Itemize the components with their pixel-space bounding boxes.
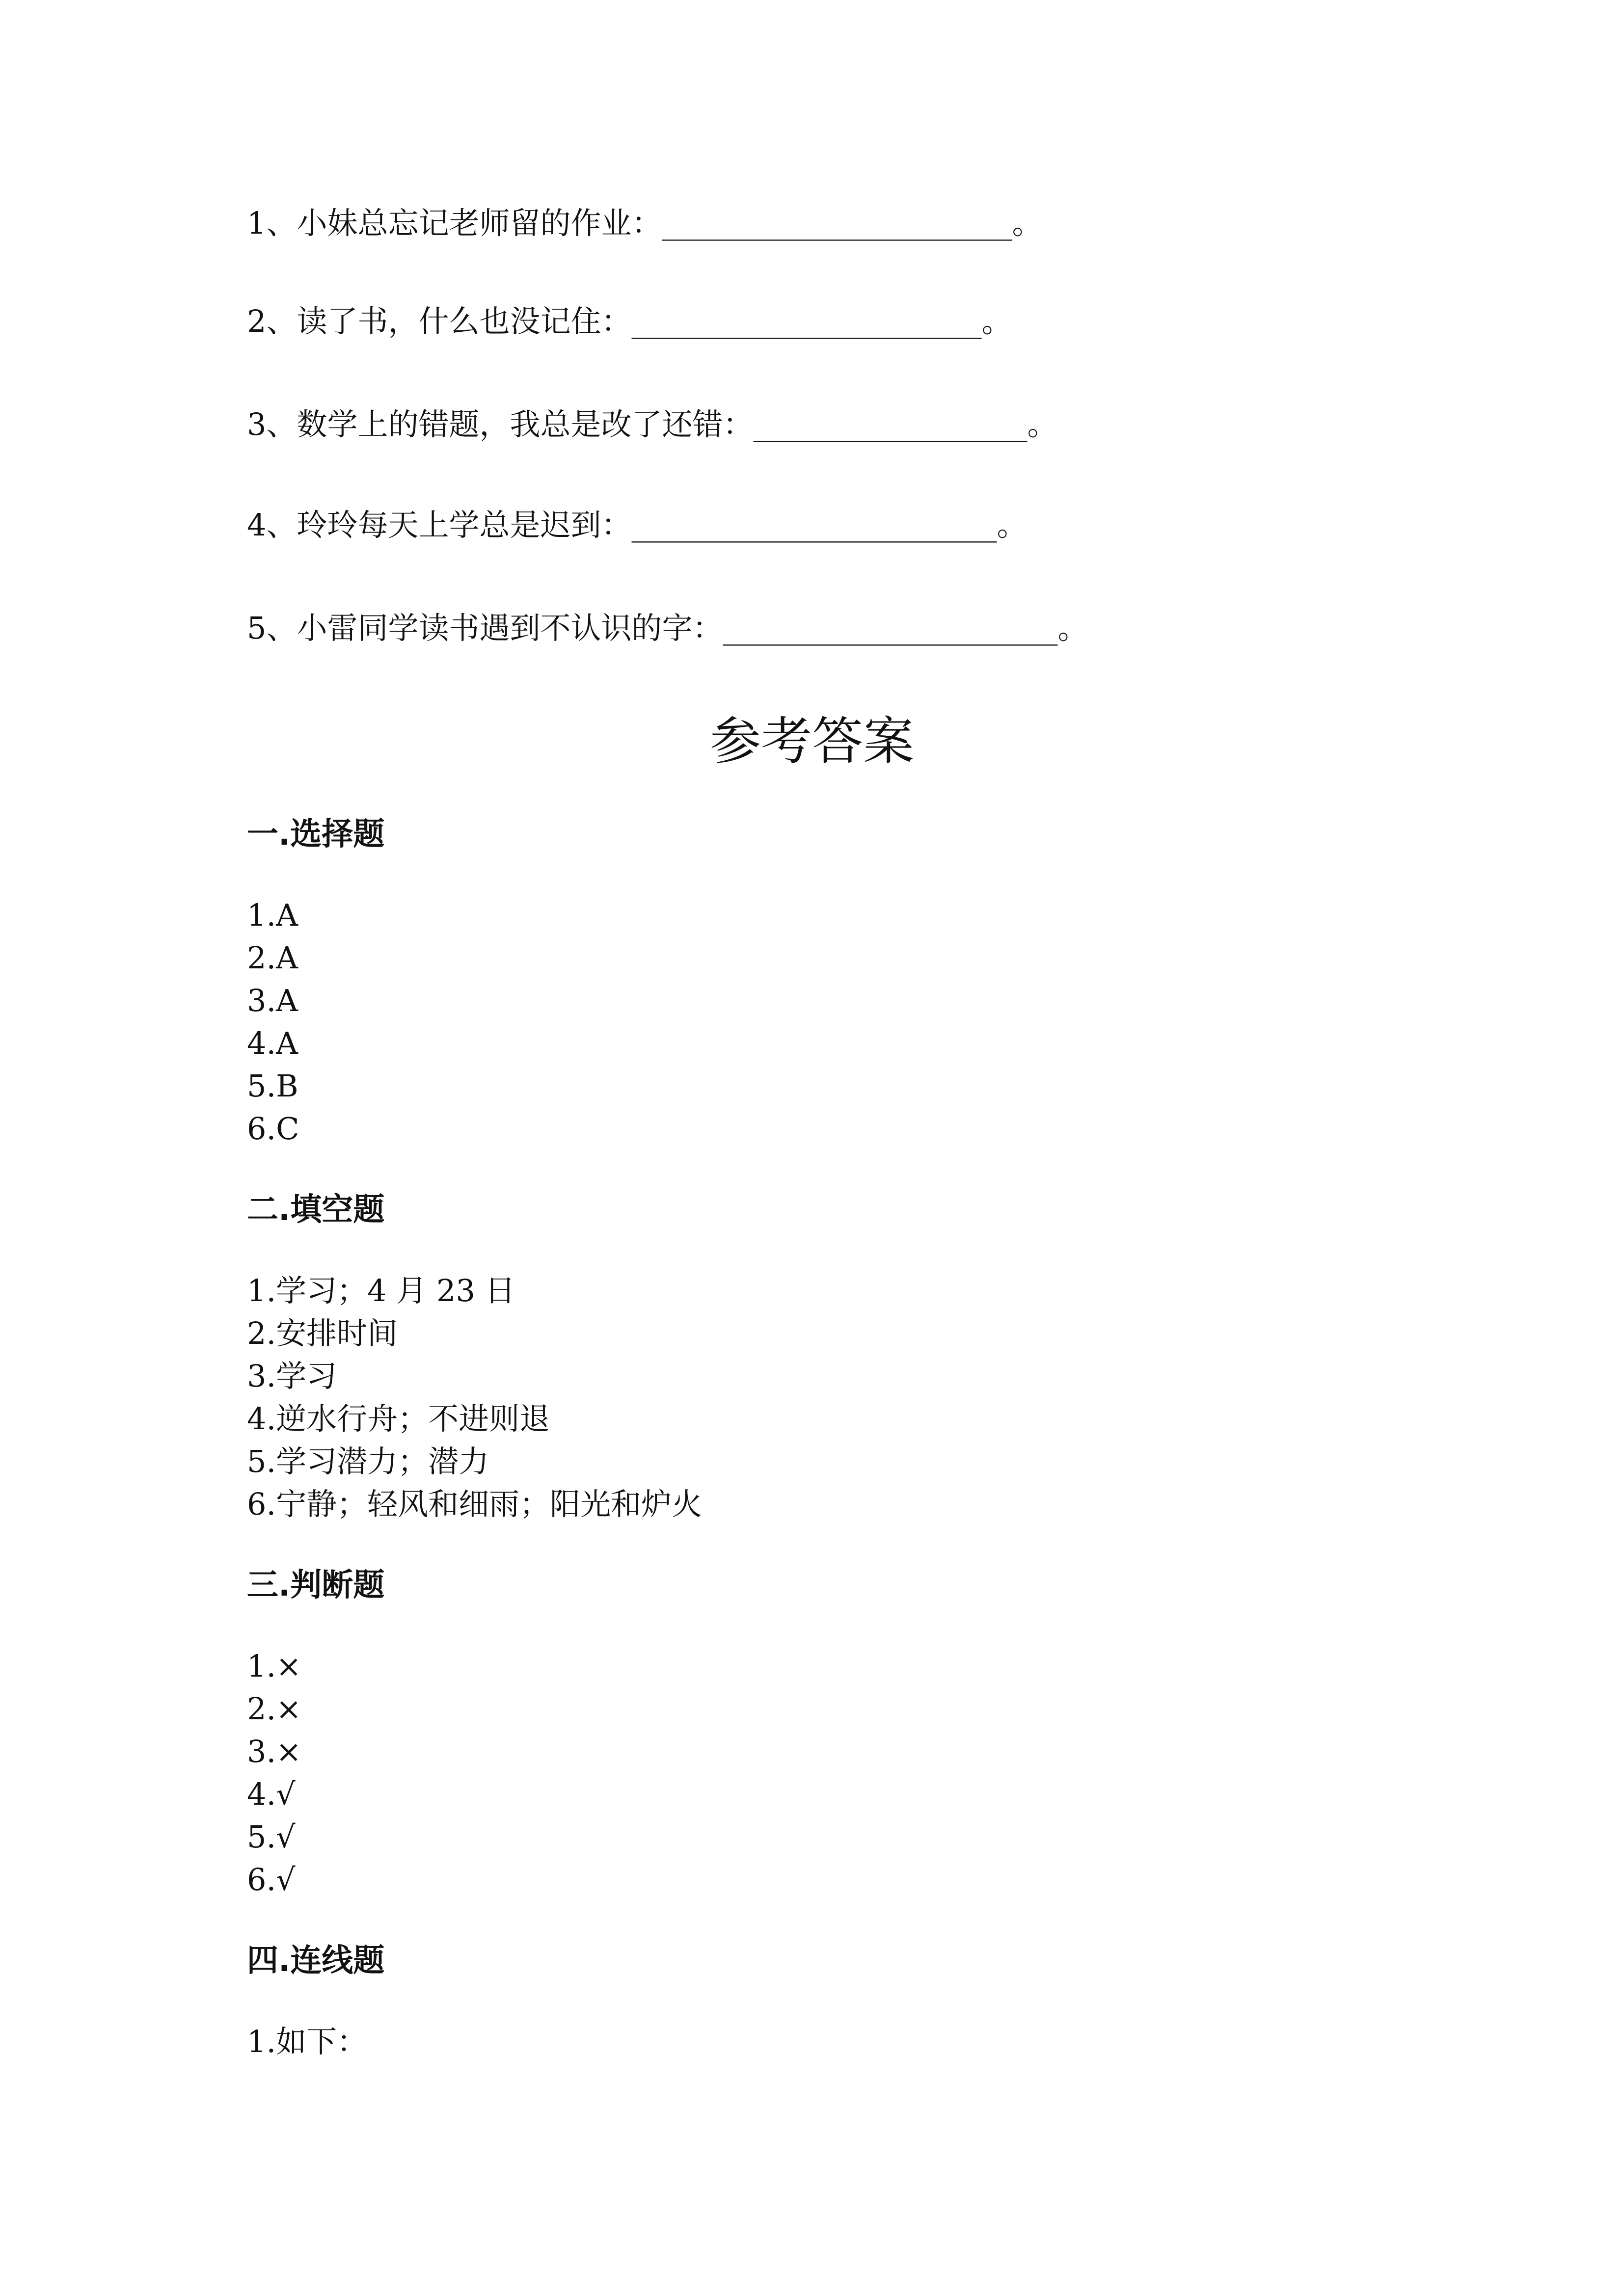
answer-item: 4.逆水行舟；不进则退 — [247, 1401, 550, 1437]
answer-item: 3.学习 — [247, 1358, 337, 1394]
answer-item: 2.× — [247, 1691, 302, 1727]
answer-item: 1.A — [247, 897, 298, 933]
answer-item: 1.学习；4 月 23 日 — [247, 1273, 515, 1308]
answer-item: 2.安排时间 — [247, 1315, 398, 1351]
question-line: 5、小雷同学读书遇到不认识的字：______________________。 — [247, 610, 1088, 646]
answer-item: 6.C — [247, 1111, 299, 1147]
section-heading: 一.选择题 — [247, 816, 385, 853]
answer-item: 1.如下： — [247, 2024, 368, 2059]
answer-item: 5.B — [247, 1068, 298, 1104]
answer-item: 1.× — [247, 1648, 302, 1684]
question-line: 3、数学上的错题，我总是改了还错：__________________。 — [247, 406, 1058, 442]
answer-item: 2.A — [247, 940, 298, 976]
section-heading: 三.判断题 — [247, 1567, 385, 1603]
section-heading: 二.填空题 — [247, 1192, 385, 1228]
answer-item: 3.× — [247, 1734, 302, 1769]
answer-item: 3.A — [247, 983, 298, 1018]
answer-item: 4.√ — [247, 1776, 296, 1812]
question-line: 4、玲玲每天上学总是迟到：________________________。 — [247, 507, 1028, 543]
answer-item: 4.A — [247, 1025, 298, 1061]
answer-item: 5.√ — [247, 1819, 296, 1855]
section-heading: 四.连线题 — [247, 1943, 385, 1979]
answer-item: 6.√ — [247, 1862, 296, 1897]
answer-item: 6.宁静；轻风和细雨；阳光和炉火 — [247, 1486, 703, 1522]
question-line: 2、读了书，什么也没记住：_______________________。 — [247, 303, 1012, 339]
answer-item: 5.学习潜力；潜力 — [247, 1443, 489, 1479]
question-line: 1、小妹总忘记老师留的作业：_______________________。 — [247, 205, 1043, 241]
answer-key-title: 参考答案 — [709, 711, 914, 771]
